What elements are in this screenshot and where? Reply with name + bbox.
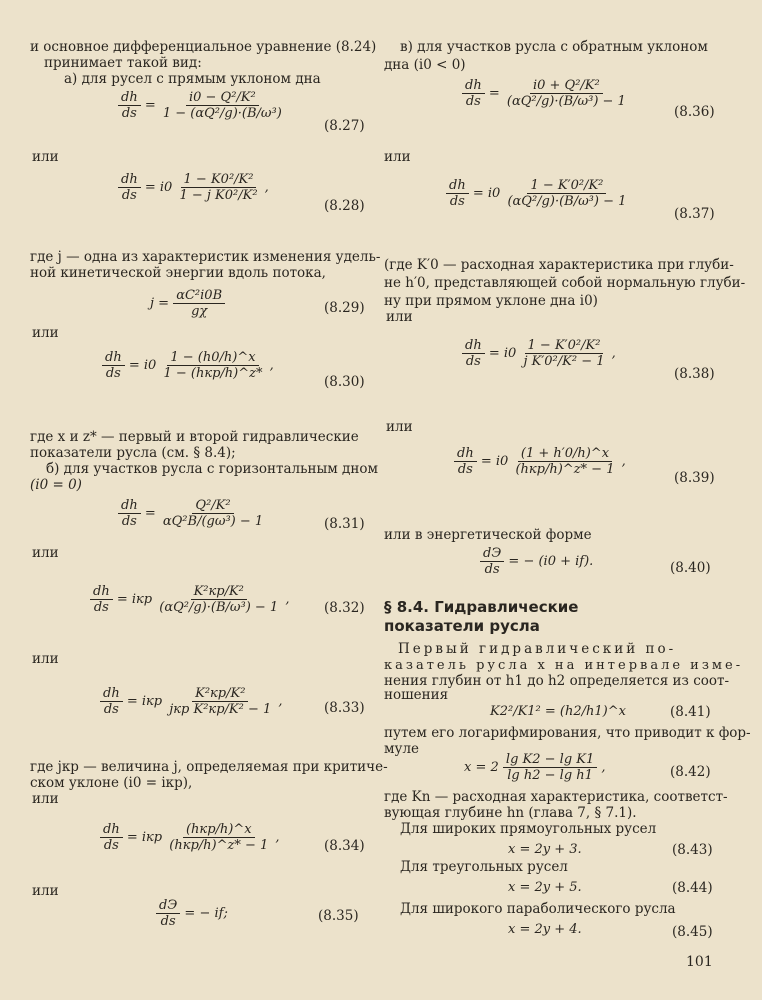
equation-8-32: $\frac{dh}{ds}$ = iкр $\frac{\text{K²кр/K²}}{\text{(αQ²/g)·(B/ω³) − 1}}$ , [90,584,289,615]
where-j-line-2: ной кинетической энергии вдоль потока, [30,265,326,281]
eq-8-36-numerator: i0 + Q²/K² [530,78,603,94]
equation-8-36: $\frac{dh}{ds}$ = $\frac{\text{i0 + Q²/K²}}{\text{(αQ²/g)·(B/ω³) − 1}}$ [462,78,629,109]
eq-8-27-denominator: 1 − (αQ²/g)·(B/ω³) [162,106,282,121]
equation-8-37: $\frac{dh}{ds}$ = i0 $\frac{\text{1 − K′0²/K²}}{\text{(αQ²/g)·(B/ω³) − 1}}$ [446,178,629,209]
eq-8-29-denominator: gχ [191,304,208,319]
eq-8-38-coefficient: i0 [503,346,517,361]
para2-line-1: путем его логарифмирования, что приводит к фор- [384,725,751,741]
or-label: или [384,149,411,165]
eq-number-8-33: (8.33) [324,700,365,716]
para3-line-2: вующая глубине hn (глава 7, § 7.1). [384,805,637,821]
eq-number-8-30: (8.30) [324,374,365,390]
eq-number-8-41: (8.41) [670,704,711,720]
eq-8-29-lhs: j = [150,296,170,311]
wide-rect-text: Для широких прямоугольных русел [400,821,657,837]
eq-number-8-27: (8.27) [324,118,365,134]
eq-8-33-denominator: jкр K²кр/K² − 1 [169,702,272,717]
eq-8-33-numerator: K²кр/K² [192,686,248,702]
eq-8-30-coefficient: i0 [143,358,157,373]
eq-number-8-32: (8.32) [324,600,365,616]
equation-8-45: x = 2y + 4. [508,922,582,937]
equation-8-35 [156,898,228,929]
or-label: или [32,651,59,667]
eq-number-8-43: (8.43) [672,842,713,858]
eq-number-8-39: (8.39) [674,470,715,486]
eq-8-30-denominator: 1 − (hкр/h)^z* [163,366,263,381]
eq-8-35-rhs: = − if; [184,906,228,921]
eq-8-42-denominator: lg h2 − lg h1 [507,768,593,783]
eq-8-34-numerator: (hкр/h)^x [183,822,255,838]
eq-8-32-denominator: (αQ²/g)·(B/ω³) − 1 [159,600,279,615]
equation-8-34: $\frac{dh}{ds}$ = iкр $\frac{\text{(hкр/h)\textasciicircum{}x}}{\text{(hкр/h)\textasciicircum{}z* − 1}}$ , [100,822,280,853]
or-label: или [32,791,59,807]
eq-8-42-numerator: lg K2 − lg K1 [503,752,597,768]
equation-8-38: $\frac{dh}{ds}$ = i0 $\frac{\text{1 − K′0²/K²}}{\text{j K′0²/K² − 1}}$ , [462,338,616,369]
eq-8-28-denominator: 1 − j K0²/K² [179,188,258,203]
or-label: или [32,545,59,561]
para1-line-4: ношения [384,687,449,703]
eq-number-8-40: (8.40) [670,560,711,576]
eq-8-38-denominator: j K′0²/K² − 1 [523,354,605,369]
case-b-line-2: (i0 = 0) [30,477,82,493]
para1-line-3: нения глубин от h1 до h2 определяется из соот- [384,673,730,689]
or-label: или [32,149,59,165]
page-number: 101 [686,954,713,970]
eq-number-8-37: (8.37) [674,206,715,222]
where-jkr-line-2: ском уклоне (i0 = iкр), [30,775,193,791]
eq-8-34-denominator: (hкр/h)^z* − 1 [169,838,269,853]
energy-form-text: или в энергетической форме [384,527,592,543]
or-label: или [386,309,413,325]
eq-8-31-numerator: Q²/K² [192,498,233,514]
eq-number-8-44: (8.44) [672,880,713,896]
triangular-text: Для треугольных русел [400,859,568,875]
case-c-line-1: в) для участков русла с обратным уклоном [400,39,708,55]
eq-8-32-coefficient: iкр [131,592,153,607]
eq-number-8-31: (8.31) [324,516,365,532]
eq-8-35-lhs-den: ds [160,914,176,929]
para1-line-1: Первый гидравлический по- [398,641,677,657]
eq-8-28-coefficient: i0 [159,180,173,195]
eq-8-28-numerator: 1 − K0²/K² [181,172,257,188]
eq-number-8-38: (8.38) [674,366,715,382]
eq-number-8-36: (8.36) [674,104,715,120]
eq-8-30-numerator: 1 − (h0/h)^x [167,350,258,366]
intro-line-1: и основное дифференциальное уравнение (8.24) [30,39,377,55]
para2-line-2: муле [384,741,420,757]
eq-8-37-coefficient: i0 [487,186,501,201]
or-label: или [32,325,59,341]
equation-8-33: $\frac{dh}{ds}$ = iкр $\frac{\text{K²кр/K²}}{\text{jкр K²кр/K² − 1}}$ , [100,686,283,717]
section-title-line-2: показатели русла [384,617,540,635]
para1-line-2: казатель русла x на интервале изме- [384,658,744,673]
equation-8-30: $\frac{dh}{ds}$ = i0 $\frac{1 - (h0/h)\^{}x}{\text{1 − (hкр/h)\textasciicircum{}z*}}$ , [102,350,274,381]
eq-8-29-numerator: αC²i0B [173,288,225,304]
eq-number-8-35: (8.35) [318,908,359,924]
where-xz-line-1: где x и z* — первый и второй гидравлические [30,429,359,445]
eq-8-38-numerator: 1 − K′0²/K² [525,338,604,354]
eq-8-39-numerator: (1 + h′0/h)^x [518,446,612,462]
eq-8-42-lhs: x = 2 [464,760,499,775]
equation-8-28: $\frac{dh}{ds}$ = i0 $\frac{\text{1 − K0²/K²}}{\text{1 − j K0²/K²}}$ , [118,172,269,203]
where-xz-line-2: показатели русла (см. § 8.4); [30,445,236,461]
equation-8-29 [150,288,225,319]
eq-8-37-numerator: 1 − K′0²/K² [527,178,606,194]
equation-8-27: $\frac{dh}{ds}$ = $\frac{\text{i0 − Q²/K²}}{\text{1 − (αQ²/g)·(B/ω³)}}$ [118,90,285,121]
eq-8-27-numerator: i0 − Q²/K² [186,90,259,106]
or-label: или [386,419,413,435]
equation-8-31: $\frac{dh}{ds}$ = $\frac{\text{Q²/K²}}{\text{αQ²B/(gω³) − 1}}$ [118,498,266,529]
case-b-line-1: б) для участков русла с горизонтальным дном [46,461,378,477]
eq-8-34-coefficient: iкр [141,830,163,845]
section-title-line-1: § 8.4. Гидравлические [384,598,579,616]
eq-8-31-denominator: αQ²B/(gω³) − 1 [162,514,264,529]
equation-8-41: K2²/K1² = (h2/h1)^x [490,704,626,719]
equation-8-40 [480,546,593,577]
eq-8-40-rhs: = − (i0 + if). [508,554,594,569]
intro-line-2: принимает такой вид: [44,55,202,71]
case-a-text: а) для русел с прямым уклоном дна [64,71,321,87]
where-k0-line-3: ну при прямом уклоне дна i0) [384,293,598,309]
para3-line-1: где Kn — расходная характеристика, соответст- [384,789,728,805]
equation-8-39: $\frac{dh}{ds}$ = i0 $\frac{(1 + h'0/h)\^{}x}{\text{(hкр/h)\textasciicircum{}z* − 1}}$ , [454,446,626,477]
eq-number-8-29: (8.29) [324,300,365,316]
eq-8-39-coefficient: i0 [495,454,509,469]
eq-number-8-45: (8.45) [672,924,713,940]
or-label: или [32,883,59,899]
eq-8-32-numerator: K²кр/K² [191,584,247,600]
equation-8-44: x = 2y + 5. [508,880,582,895]
case-c-line-2: дна (i0 < 0) [384,57,466,73]
eq-number-8-34: (8.34) [324,838,365,854]
where-k0-line-1: (где K′0 — расходная характеристика при глуби- [384,257,734,273]
eq-number-8-28: (8.28) [324,198,365,214]
where-j-line-1: где j — одна из характеристик изменения удель- [30,249,381,265]
wide-parab-text: Для широкого параболического русла [400,901,676,917]
eq-8-40-lhs-num: dЭ [480,546,504,562]
equation-8-42: x = 2 $\frac{\text{lg K2 − lg K1}}{\text{lg h2 − lg h1}}$ , [464,752,606,783]
where-k0-line-2: не h′0, представляющей собой нормальную глуби- [384,275,746,291]
eq-8-39-denominator: (hкр/h)^z* − 1 [515,462,615,477]
eq-8-33-coefficient: iкр [141,694,163,709]
equation-8-43: x = 2y + 3. [508,842,582,857]
eq-8-37-denominator: (αQ²/g)·(B/ω³) − 1 [507,194,627,209]
eq-8-35-lhs-num: dЭ [156,898,180,914]
eq-8-36-denominator: (αQ²/g)·(B/ω³) − 1 [506,94,626,109]
eq-8-40-lhs-den: ds [484,562,500,577]
eq-number-8-42: (8.42) [670,764,711,780]
where-jkr-line-1: где jкр — величина j, определяемая при критиче- [30,759,388,775]
